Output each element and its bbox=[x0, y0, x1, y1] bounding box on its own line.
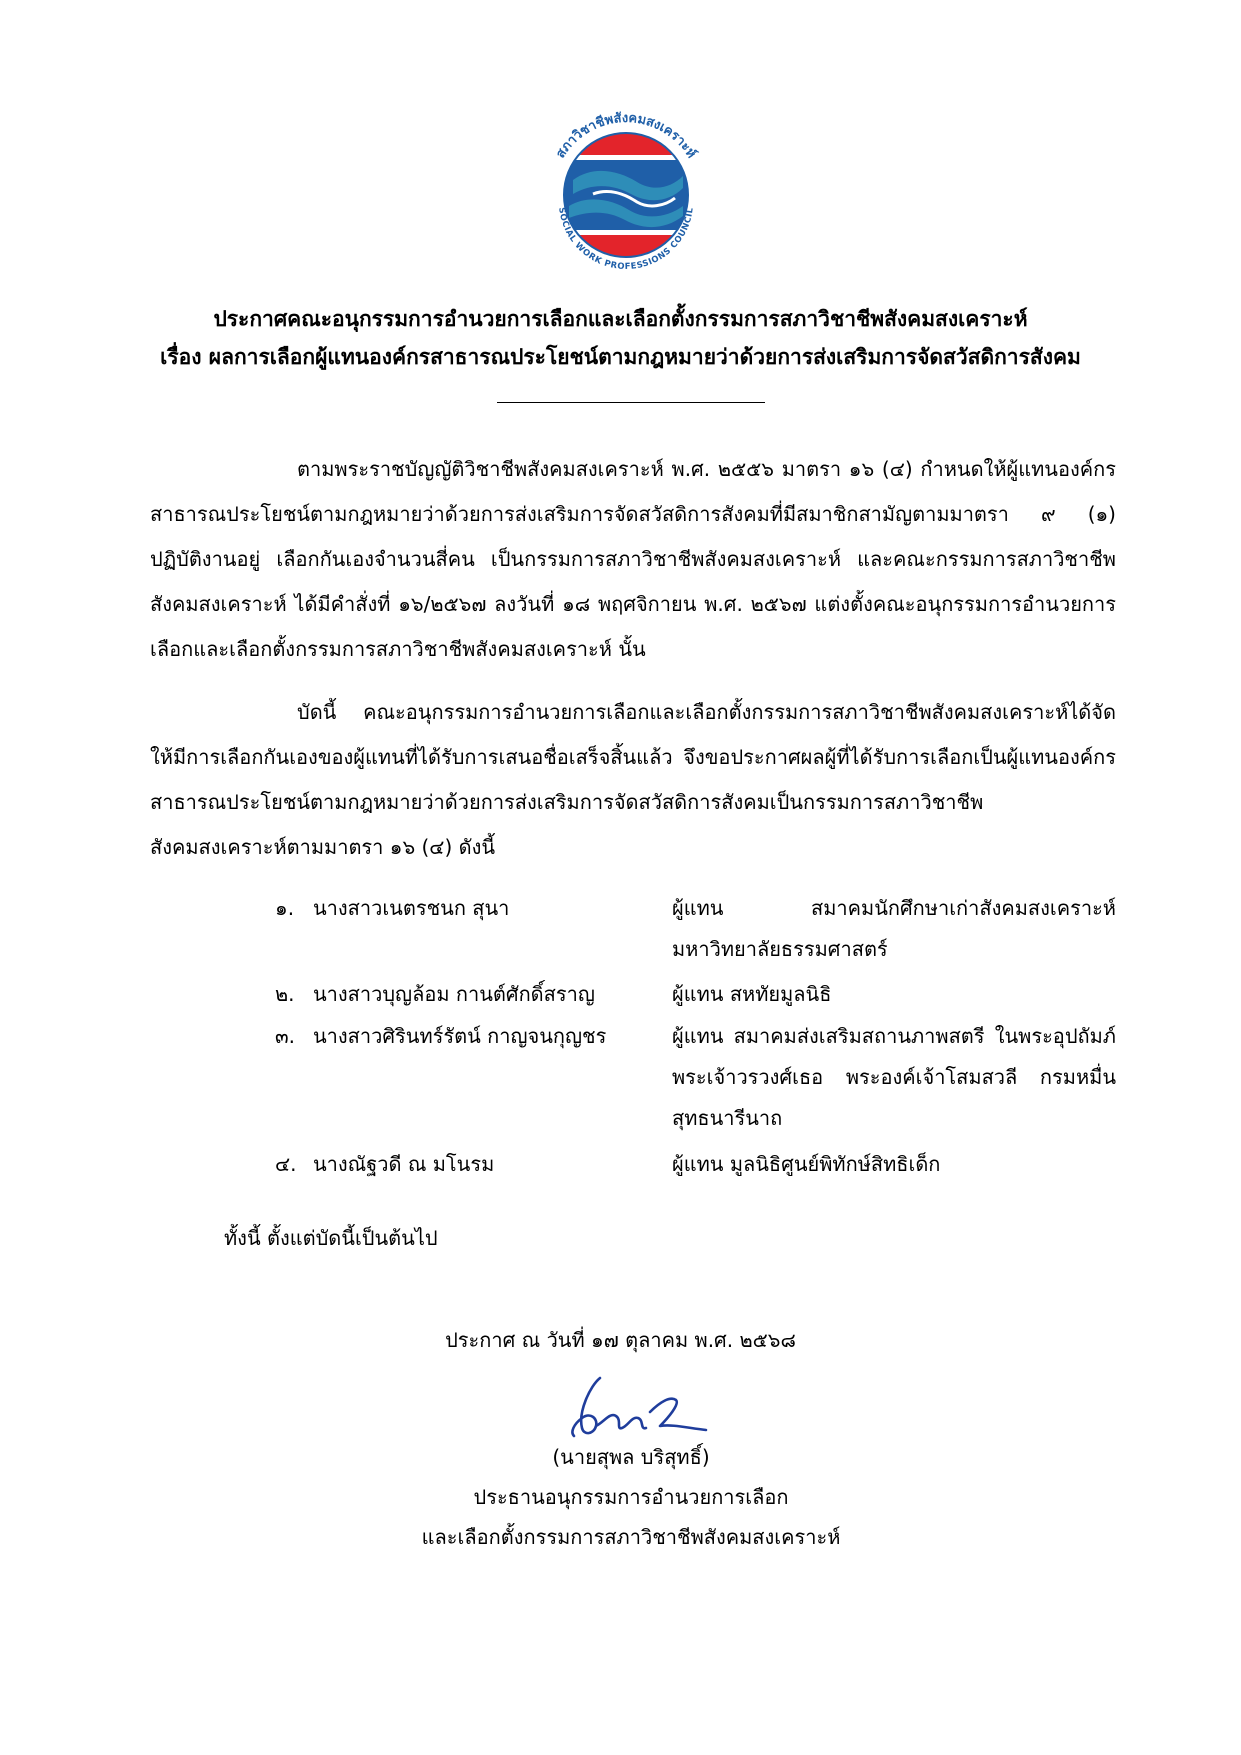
svg-text:สภาวิชาชีพสังคมสงเคราะห์: สภาวิชาชีพสังคมสงเคราะห์ bbox=[553, 110, 699, 162]
effective-statement: ทั้งนี้ ตั้งแต่บัดนี้เป็นต้นไป bbox=[224, 1226, 438, 1250]
representative-name: นางณัฐวดี ณ มโนรม bbox=[313, 1152, 495, 1176]
representative-name: นางสาวบุญล้อม กานต์ศักดิ์สราญ bbox=[313, 982, 595, 1006]
announcement-subject: เรื่อง ผลการเลือกผู้แทนองค์กรสาธารณประโยชน์ตามกฎหมายว่าด้วยการส่งเสริมการจัดสวัสดิการสังคม bbox=[160, 345, 1081, 369]
signatory-name: (นายสุพล บริสุทธิ์) bbox=[552, 1445, 710, 1469]
representative-organization: ผู้แทน มูลนิธิศูนย์พิทักษ์สิทธิเด็ก bbox=[672, 1152, 941, 1176]
announcement-date: ประกาศ ณ วันที่ ๑๗ ตุลาคม พ.ศ. ๒๕๖๘ bbox=[445, 1328, 796, 1352]
representative-name: นางสาวเนตรชนก สุนา bbox=[313, 896, 510, 920]
item-number: ๑. bbox=[275, 896, 295, 920]
paragraph-announcement: บัดนี้ คณะอนุกรรมการอำนวยการเลือกและเลือกตั้งกรรมการสภาวิชาชีพสังคมสงเคราะห์ได้จัดให้มีการเลือกกันเองของผู้แทนที่ได้รับการเสนอชื่อเสร็จสิ้นแล้ว จึงขอประกาศผลผู้ที่ได้รับการเลือกเป็นผู้แทนองค์กรสาธารณประโยชน์ตามกฎหมายว่าด้วยการส่งเสริมการจัดสวัสดิการสังคมเป็นกรรมการสภาวิชาชีพสังคมสงเคราะห์ตามมาตรา ๑๖ (๔) ดังนี้ bbox=[150, 700, 1116, 859]
representative-organization: ผู้แทน สมาคมส่งเสริมสถานภาพสตรี ในพระอุปถัมภ์ พระเจ้าวรวงศ์เธอ พระองค์เจ้าโสมสวลี กรมหมื่นสุทธนารีนาถ bbox=[672, 1024, 1116, 1130]
paragraph-legal-basis: ตามพระราชบัญญัติวิชาชีพสังคมสงเคราะห์ พ.ศ. ๒๕๕๖ มาตรา ๑๖ (๔) กำหนดให้ผู้แทนองค์กรสาธารณประโยชน์ตามกฎหมายว่าด้วยการส่งเสริมการจัดสวัสดิการสังคมที่มีสมาชิกสามัญตามมาตรา ๙ (๑) ปฏิบัติงานอยู่ เลือกกันเองจำนวนสี่คน เป็นกรรมการสภาวิชาชีพสังคมสงเคราะห์ และคณะกรรมการสภาวิชาชีพสังคมสงเคราะห์ ได้มีคำสั่งที่ ๑๖/๒๕๖๗ ลงวันที่ ๑๘ พฤศจิกายน พ.ศ. ๒๕๖๗ แต่งตั้งคณะอนุกรรมการอำนวยการเลือกและเลือกตั้งกรรมการสภาวิชาชีพสังคมสงเคราะห์ นั้น bbox=[150, 457, 1116, 661]
representative-name: นางสาวศิรินทร์รัตน์ กาญจนกุญชร bbox=[313, 1024, 607, 1048]
title-divider bbox=[497, 402, 765, 403]
item-number: ๒. bbox=[275, 982, 295, 1006]
representative-organization: ผู้แทน สหทัยมูลนิธิ bbox=[672, 982, 832, 1006]
representative-organization: ผู้แทน สมาคมนักศึกษาเก่าสังคมสงเคราะห์ มหาวิทยาลัยธรรมศาสตร์ bbox=[672, 896, 1116, 961]
item-number: ๓. bbox=[275, 1024, 296, 1048]
social-work-council-logo bbox=[533, 102, 719, 288]
item-number: ๔. bbox=[275, 1152, 297, 1176]
announcement-title: ประกาศคณะอนุกรรมการอำนวยการเลือกและเลือกตั้งกรรมการสภาวิชาชีพสังคมสงเคราะห์ bbox=[213, 307, 1028, 331]
handwritten-signature-icon bbox=[560, 1372, 710, 1444]
signatory-position-continued: และเลือกตั้งกรรมการสภาวิชาชีพสังคมสงเคราะห์ bbox=[421, 1525, 841, 1549]
signatory-position: ประธานอนุกรรมการอำนวยการเลือก bbox=[473, 1485, 789, 1509]
svg-text:SOCIAL WORK PROFESSIONS COUNCI: SOCIAL WORK PROFESSIONS COUNCIL bbox=[556, 206, 696, 273]
